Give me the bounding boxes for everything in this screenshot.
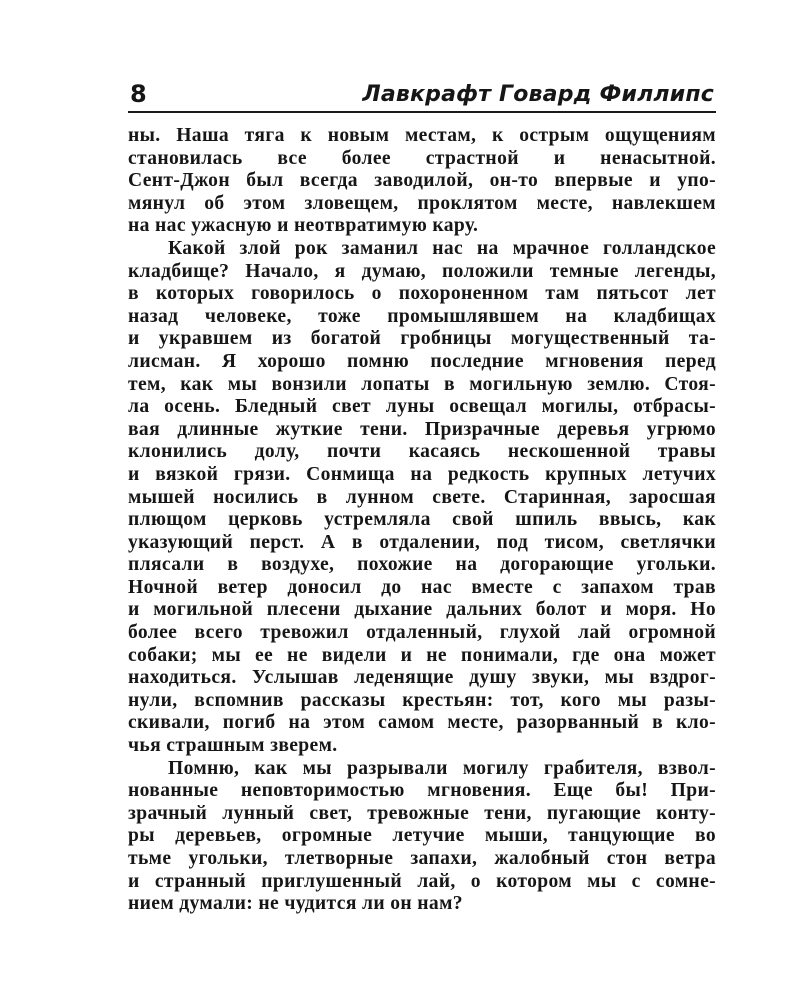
text-line: мышей носились в лунном свете. Старинная, заросшая: [128, 486, 716, 508]
paragraph-2: [128, 238, 716, 758]
text-line: ры деревьев, огромные летучие мыши, танцующие во: [128, 825, 716, 847]
text-line: тем, как мы вонзили лопаты в могильную землю. Стоя-: [128, 373, 716, 395]
text-line: зрачный лунный свет, тревожные тени, пугающие конту-: [128, 802, 716, 824]
header-author: Лавкрафт Говард Филлипс: [362, 82, 714, 107]
text-line: лисман. Я хорошо помню последние мгновения перед: [128, 350, 716, 372]
text-line: Ночной ветер доносил до нас вместе с запахом трав: [128, 576, 716, 598]
header-rule: [128, 111, 716, 113]
paragraph-1: [128, 125, 716, 238]
text-line: нованные неповторимостью мгновения. Еще бы! При-: [128, 780, 716, 802]
text-line: Помню, как мы разрывали могилу грабителя, взвол-: [168, 757, 716, 779]
text-line: и могильной плесени дыхание дальних болот и моря. Но: [128, 599, 716, 621]
text-line: ла осень. Бледный свет луны освещал могилы, отбрасы-: [128, 396, 716, 418]
text-line: на нас ужасную и неотвратимую кару.: [128, 215, 479, 237]
text-line: Сент-Джон был всегда заводилой, он-то впервые и упо-: [128, 170, 716, 192]
book-page: [128, 76, 716, 916]
text-line: и странный приглушенный лай, о котором мы с сомне-: [128, 870, 716, 892]
running-head: [128, 76, 716, 110]
text-line: назад человеке, тоже промышлявшем на кладбищах: [128, 305, 716, 327]
text-line: мянул об этом зловещем, проклятом месте, навлекшем: [128, 192, 716, 214]
text-line: плющом церковь устремляла свой шпиль ввысь, как: [128, 509, 716, 531]
text-line: указующий перст. А в отдалении, под тисом, светлячки: [128, 531, 716, 553]
text-line: клонились долу, почти касаясь нескошенной травы: [128, 441, 716, 463]
text-line: кладбище? Начало, я думаю, положили темные легенды,: [128, 260, 716, 282]
body-text: [128, 125, 716, 916]
text-line: в которых говорилось о похороненном там пятьсот лет: [128, 283, 716, 305]
text-line: тьме угольки, тлетворные запахи, жалобный стон ветра: [128, 848, 716, 869]
text-line: нием думали: не чудится ли он нам?: [128, 893, 463, 915]
text-line: плясали в воздухе, похожие на догорающие угольки.: [128, 554, 716, 576]
paragraph-3: [128, 758, 716, 916]
text-line: более всего тревожил отдаленный, глухой лай огромной: [128, 622, 716, 644]
page-number: 8: [130, 80, 147, 108]
text-line: находиться. Услышав леденящие душу звуки, мы вздрог-: [128, 667, 716, 689]
text-line: чья страшным зверем.: [128, 735, 338, 757]
text-line: собаки; мы ее не видели и не понимали, где она может: [128, 644, 716, 666]
text-line: вая длинные жуткие тени. Призрачные деревья угрюмо: [128, 418, 716, 440]
text-line: ны. Наша тяга к новым местам, к острым ощущениям: [128, 125, 716, 146]
text-line: нули, вспомнив рассказы крестьян: тот, кого мы разы-: [128, 689, 716, 711]
text-line: скивали, погиб на этом самом месте, разорванный в кло-: [128, 712, 716, 734]
text-line: становилась все более страстной и ненасытной.: [128, 147, 716, 169]
text-line: и вязкой грязи. Сонмища на редкость крупных летучих: [128, 463, 716, 485]
text-line: Какой злой рок заманил нас на мрачное голландское: [168, 237, 716, 259]
text-line: и укравшем из богатой гробницы могущественный та-: [128, 328, 716, 350]
